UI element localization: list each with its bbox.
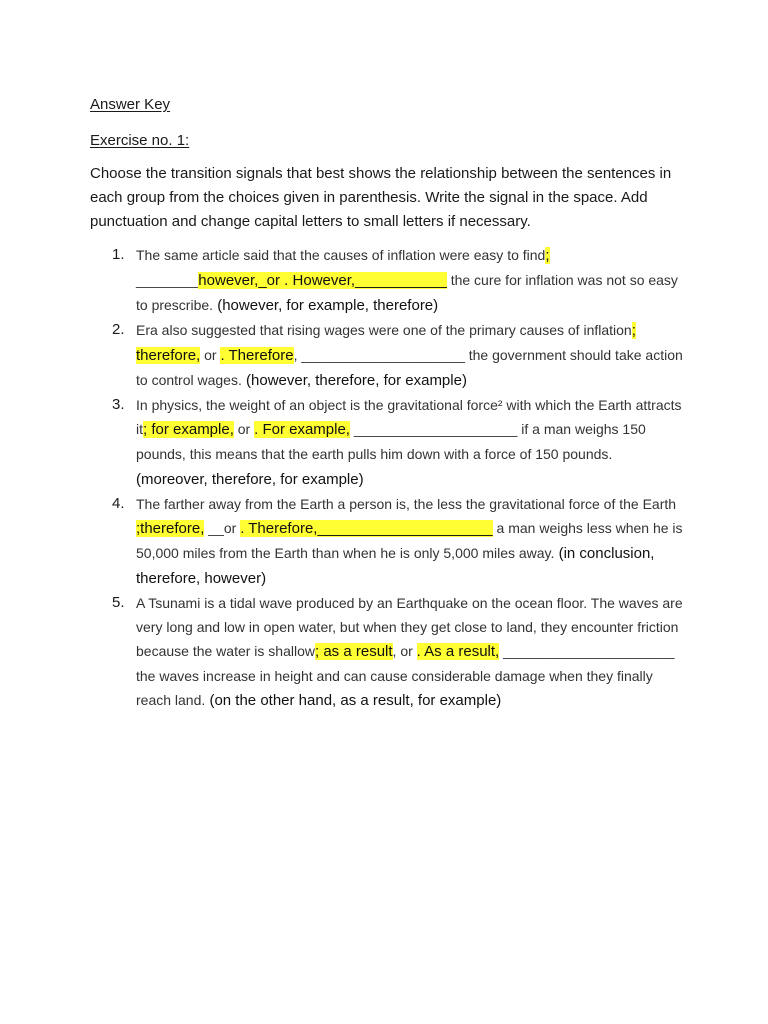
highlighted-answer: . Therefore	[220, 347, 294, 364]
page-title: Answer Key	[90, 96, 171, 113]
answer-item-2	[112, 318, 684, 393]
highlighted-answer: however,_or . However,___________	[198, 272, 447, 289]
highlighted-answer: ; therefore,	[136, 322, 636, 364]
sentence-text: The same article said that the causes of inflation were easy to find	[136, 247, 546, 263]
sentence-text: Era also suggested that rising wages were one of the primary causes of inflation	[136, 322, 632, 338]
blank-text: , or	[392, 643, 417, 659]
item-number: 3.	[112, 396, 125, 413]
highlighted-answer: . As a result,	[416, 643, 500, 660]
choices-text: (however, for example, therefore)	[213, 297, 439, 314]
choices-text: (on the other hand, as a result, for example)	[205, 692, 502, 709]
sentence-text: The farther away from the Earth a person is, the less the gravitational force of the Earth	[136, 496, 677, 512]
answer-item-3	[112, 393, 684, 492]
blank-text: or	[233, 421, 255, 437]
exercise-heading: Exercise no. 1:	[90, 132, 190, 149]
item-number: 2.	[112, 321, 125, 338]
sentence-text: ______________________ the waves increase in height and can cause considerable damage when they finally reach land.	[136, 643, 675, 708]
highlighted-answer: ; as a result	[315, 643, 393, 660]
sentence-text: A Tsunami is a tidal wave produced by an Earthquake on the ocean floor. The waves are very long and low in open water, but when they get close to land, they encounter friction because the water is shallow	[136, 595, 683, 659]
item-number: 1.	[112, 246, 125, 263]
sentence-text: _____________________ if a man weighs 150 pounds, this means that the earth pulls him down with a force of 150 pounds.	[136, 421, 646, 462]
instructions-paragraph: Choose the transition signals that best shows the relationship between the sentences in each group from the choices given in parenthesis. Write the signal in the space. Add punctuation and change capital letters to small letters if necessary.	[90, 165, 672, 230]
sentence-text: In physics, the weight of an object is the gravitational force² with which the Earth attracts it	[136, 397, 682, 437]
answer-item-1	[112, 243, 684, 318]
highlighted-answer: ;	[545, 247, 550, 264]
choices-text: (moreover, therefore, for example)	[136, 471, 364, 488]
sentence-text: a man weighs less when he is 50,000 miles from the Earth than when he is only 5,000 miles away.	[136, 520, 683, 561]
highlighted-answer: . Therefore,_____________________	[240, 520, 493, 537]
highlighted-answer: ; for example,	[143, 421, 234, 438]
blank-text: ________	[136, 272, 199, 288]
sentence-text: , _____________________ the government should take action to control wages.	[136, 347, 683, 388]
choices-text: (however, therefore, for example)	[241, 372, 467, 389]
answer-item-5	[112, 591, 684, 713]
item-number: 4.	[112, 495, 125, 512]
item-number: 5.	[112, 594, 125, 611]
blank-text: or	[200, 347, 221, 363]
highlighted-answer: . For example,	[254, 421, 350, 438]
sentence-text: the cure for inflation was not so easy to prescribe.	[136, 272, 678, 313]
answer-list	[112, 243, 684, 713]
blank-text: __or	[204, 520, 241, 536]
highlighted-answer: ;therefore,	[136, 520, 205, 537]
answer-item-4	[112, 492, 684, 591]
choices-text: (in conclusion, therefore, however)	[136, 545, 655, 587]
